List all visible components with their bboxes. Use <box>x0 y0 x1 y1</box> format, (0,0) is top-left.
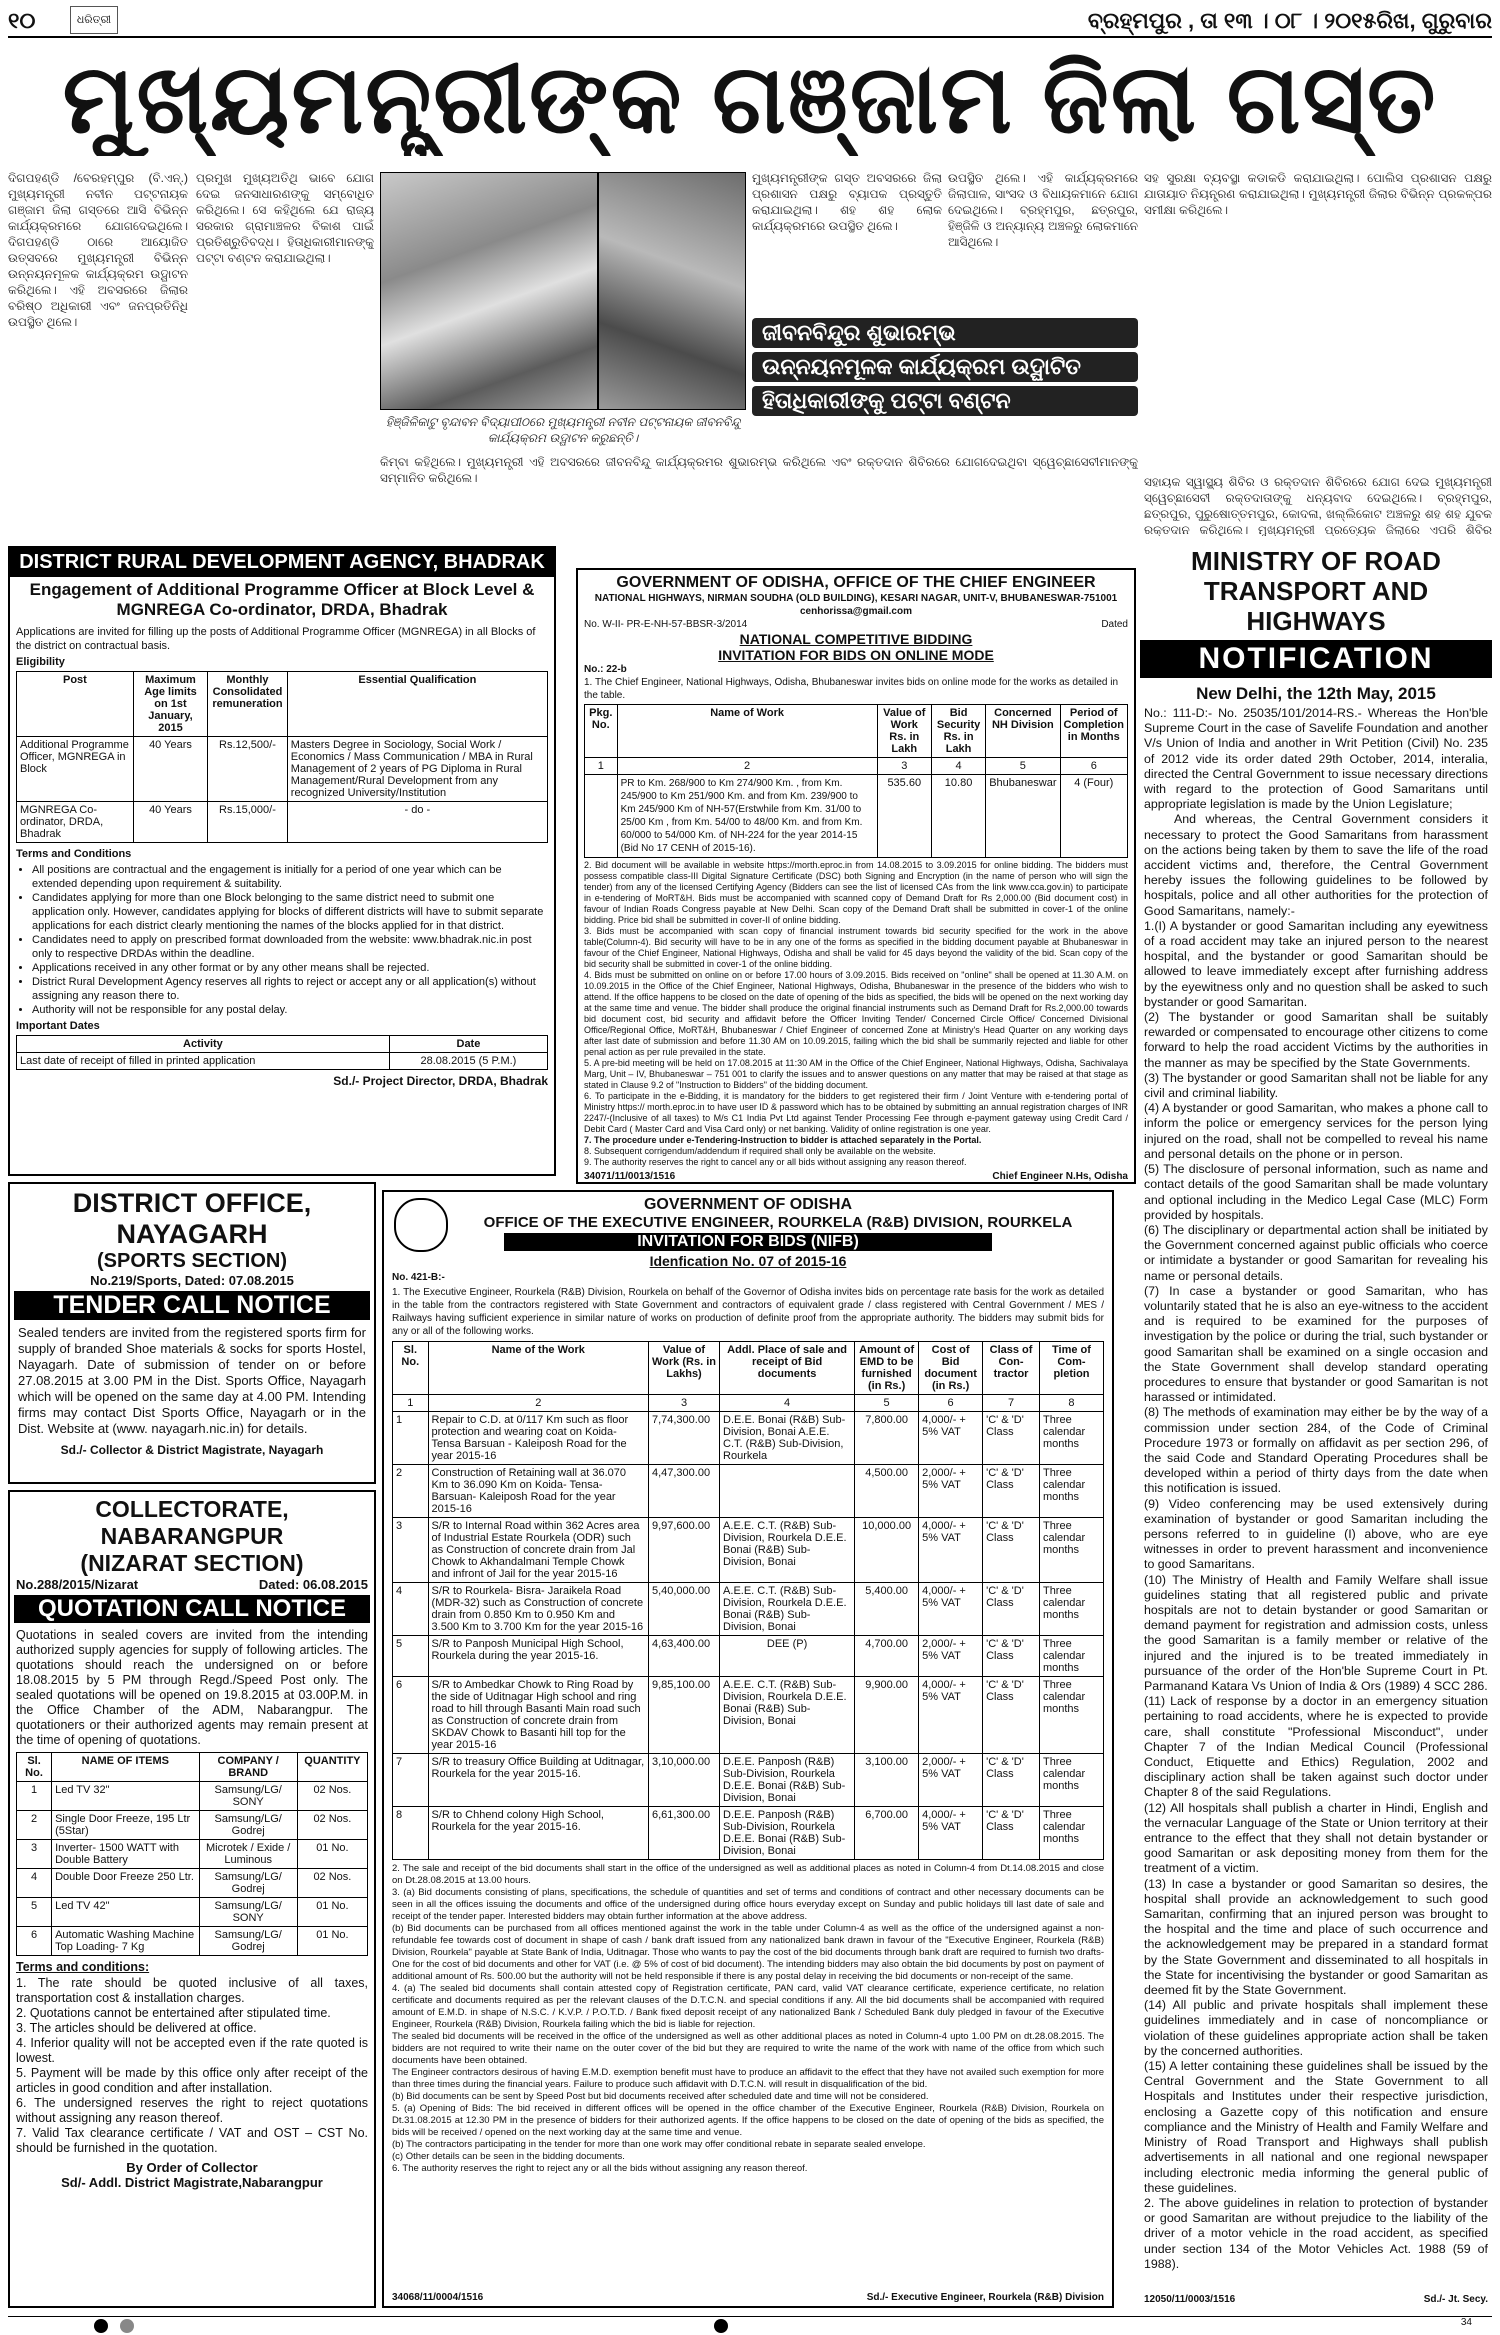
cell: 9,85,100.00 <box>648 1677 719 1754</box>
cell: 2 <box>393 1465 429 1518</box>
cell: D.E.E. Bonai (R&B) Sub-Division, Bonai A.E.E. C.T. (R&B) Sub-Division, Rourkela <box>720 1412 855 1465</box>
news-column-4: ଉପସ୍ଥିତ ଥିଲେ। ଏହି କାର୍ଯ୍ୟକ୍ରମରେ ଜିଲାପାଳ, ସାଂସଦ ଓ ବିଧାୟକମାନେ ଯୋଗ ଦେଇଥିଲେ। ବ୍ରହ୍ମପୁର, ଛତ୍ରପୁର, ହିଞ୍ଜିଳି ଓ ଅନ୍ୟାନ୍ୟ ଅଞ୍ଚଳରୁ ଲୋକମାନେ ଆସିଥିଲେ। <box>948 171 1138 249</box>
news-photo-2 <box>598 172 746 410</box>
cell: D.E.E. Panposh (R&B) Sub-Division, Rourkela D.E.E. Bonai (R&B) Sub-Division, Bonai <box>720 1754 855 1807</box>
cell: 01 No. <box>297 1927 367 1956</box>
paragraph: (14) All public and private hospitals shall implement these guidelines immediately and in case of noncompliance or violation of these guidelines appropriate action shall be taken by the concerned authorities. <box>1144 1998 1488 2058</box>
cell: 8 <box>1039 1395 1103 1412</box>
cell: Three calendar months <box>1039 1754 1103 1807</box>
paragraph: 3. Bids must be accompanied with scan copy of financial instrument towards bid security specified for the work in the above table(Column-4). Bid security will have to be in any one of the forms as specified in the bidding document payable at Bhubaneswar in favour of the Chief Engineer, National Highways, Odisha and shall be valid for 45 days beyond the validity of the bid. Scan copy of the bid security shall be submitted in cover-1 of the online bidding. <box>584 926 1128 969</box>
cell: 6,61,300.00 <box>648 1807 719 1860</box>
news-column-6: ସହାୟକ ସ୍ୱାସ୍ଥ୍ୟ ଶିବିର ଓ ରକ୍ତଦାନ ଶିବିରରେ ଯୋଗ ଦେଇ ମୁଖ୍ୟମନ୍ତ୍ରୀ ସ୍ୱେଚ୍ଛାସେବୀ ରକ୍ତଦାତାଙ୍କୁ ଧନ୍ୟବାଦ ଦେଇଥିଲେ। ବ୍ରହ୍ମପୁର, ଛତ୍ରପୁର, ପୁରୁଷୋତ୍ତମପୁର, କୋଦଳା, ଖଲ୍ଲିକୋଟ ଅଞ୍ଚଳରୁ ଶହ ଶହ ଯୁବକ ରକ୍ତଦାନ କରିଥିଲେ। ମୁଖ୍ୟମନ୍ତ୍ରୀ ପ୍ରତ୍ୟେକ ଜିଲାରେ ଏପରି ଶିବିର <box>1144 475 1492 536</box>
nayagarh-section: (SPORTS SECTION) <box>96 1250 287 1272</box>
cell: 4,000/- + 5% VAT <box>919 1807 983 1860</box>
cell: 5 <box>986 758 1060 775</box>
cell: 4,700.00 <box>855 1636 919 1677</box>
cell: 2,000/- + 5% VAT <box>919 1636 983 1677</box>
cell: Additional Programme Officer, MGNREGA in Block <box>17 737 134 802</box>
cell: 6,700.00 <box>855 1807 919 1860</box>
paragraph: (c) Other details can be seen in the bidding documents. <box>392 2151 625 2162</box>
table-row <box>17 1927 368 1956</box>
paragraph: 6. The authority reserves the right to reject any or all the bids without assigning any reason thereof. <box>392 2163 808 2174</box>
cell: Rs.15,000/- <box>208 802 288 843</box>
drda-dates-table <box>16 1035 548 1070</box>
cell: 4,500.00 <box>855 1465 919 1518</box>
list-item: • Authority will not be responsible for any postal delay. <box>32 1003 546 1017</box>
nabarangpur-sig2: Sd/- Addl. District Magistrate,Nabarangpur <box>61 2175 323 2190</box>
cell: 'C' & 'D' Class <box>983 1518 1040 1583</box>
cell: 28.08.2015 (5 P.M.) <box>389 1053 547 1070</box>
paragraph: (7) In case a bystander or good Samaritan, who has voluntarily stated that he is also an eye-witness to the accident and is required to be examined for the purposes of investigation by the police or during the trial, such bystander or good Samaritan shall be examined on a single occasion and the State Government shall develop standard operating procedures to ensure that bystander or good Samaritan is not harassed or intimidated. <box>1144 1283 1488 1405</box>
page-number: ୧୦ <box>8 8 36 33</box>
paragraph: 5. A pre-bid meeting will be held on 17.08.2015 at 11:30 AM in the Office of the Chief Engineer, National Highways, Odisha, Sachivalaya Marg, Unit – IV, Bhubaneswar – 751 001 to clarify the issues and to answer questions on any matter that may be raised at that stage as stated in Clause 9.2 of "Instruction to Bidders" of the bidding document. <box>584 1058 1128 1090</box>
table-row <box>585 775 1128 858</box>
paragraph: (9) Video conferencing may be used extensively during examination of bystander or good Samaritan including the persons referred to in guideline (I) above, who are eye witnesses in order to prevent harassment and inconvenience to good Samaritans. <box>1144 1496 1488 1572</box>
cell: 02 Nos. <box>297 1869 367 1898</box>
cell: 6 <box>393 1677 429 1754</box>
col-sl: Sl. No. <box>393 1342 429 1395</box>
cell: S/R to treasury Office Building at Uditnagar, Rourkela for the year 2015-16. <box>428 1754 648 1807</box>
nabarangpur-sig1: By Order of Collector <box>126 2160 258 2175</box>
footer-page-ref: 34 <box>1460 2317 1472 2328</box>
table-row <box>393 1754 1104 1807</box>
cell: 9,97,600.00 <box>648 1518 719 1583</box>
cell: Three calendar months <box>1039 1807 1103 1860</box>
col-work: Name of Work <box>617 705 877 758</box>
registration-mark-icon <box>708 2317 734 2335</box>
rk-code: 34068/11/0004/1516 <box>392 2292 484 2303</box>
col-class: Class of Con-tractor <box>983 1342 1040 1395</box>
paragraph: 2. The above guidelines in relation to protection of bystander or good Samaritan are without prejudice to the liability of the driver of a motor vehicle in the road accident, as specified under section 134 of the Motor Vehicles Act. 1988 (59 of 1988). <box>1144 2195 1488 2271</box>
paragraph: 8. Subsequent corrigendum/addendum if required shall only be available on the website. <box>584 1146 936 1156</box>
paragraph: 5. (a) Opening of Bids: The bid received in different offices will be opened in the office chamber of the Executive Engineer, Rourkela (R&B) Division, Rourkela on Dt.31.08.2015 at 12.30 PM in the presence of bidders for their authorized agents. If the office happens to be closed on the date of opening of the bids as specified, the bids will be received / opened on the next working day at the same time and venue. <box>392 2103 1104 2138</box>
rk-intro: 1. The Executive Engineer, Rourkela (R&B) Division, Rourkela on behalf of the Governor of Odisha invites bids on percentage rate basis for the work as detailed in the table from the contractors registered with State Government and contractors of equivalent grade / class registered with Central Government / MES / Railways having sufficient experience in similar nature of works on production of definite proof from the appropriate authority. The bidders may submit bids for any or all of the following works. <box>392 1287 1104 1337</box>
cell: Three calendar months <box>1039 1583 1103 1636</box>
table-row <box>393 1465 1104 1518</box>
cell: 3 <box>17 1840 52 1869</box>
paragraph: 3. (a) Bid documents consisting of plans, specifications, the schedule of quantities and set of terms and conditions of contract and other necessary documents can be seen in all the offices issuing the documents and office of the undersigned during office hours everyday except on Sunday and public holidays till last date of sale and receipt of the tender paper. Interested bidders may obtain further information at the above address. <box>392 1887 1104 1922</box>
cell: 535.60 <box>877 775 931 858</box>
nabarangpur-section: (NIZARAT SECTION) <box>80 1550 304 1576</box>
news-continued: କିମ୍ବା କହିଥିଲେ। ମୁଖ୍ୟମନ୍ତ୍ରୀ ଏହି ଅବସରରେ ଜୀବନବିନ୍ଦୁ କାର୍ଯ୍ୟକ୍ରମର ଶୁଭାରମ୍ଭ କରିଥିଲେ ଏବଂ ରକ୍ତଦାନ ଶିବିରରେ ଯୋଗଦେଇଥିବା ସ୍ୱେଚ୍ଛାସେବୀମାନଙ୍କୁ ସମ୍ମାନିତ କରିଥିଲେ। <box>380 455 1138 485</box>
paragraph: (4) A bystander or good Samaritan, who makes a phone call to inform the police or emergency services for the person lying injured on the road, shall not be compelled to reveal his name and personal details on the phone or in person. <box>1144 1101 1488 1161</box>
paragraph: 7. The procedure under e-Tendering-Instruction to bidder is attached separately in the Portal. <box>584 1135 982 1145</box>
col-value: Value of Work (Rs. in Lakhs) <box>648 1342 719 1395</box>
rk-gov: GOVERNMENT OF ODISHA <box>643 1196 852 1213</box>
list-item: • All positions are contractual and the engagement is initially for a period of one year which can be extended depending upon requirement & suitability. <box>32 863 546 891</box>
cell: 2,000/- + 5% VAT <box>919 1754 983 1807</box>
paragraph: 2. Bid document will be available in website https://morth.eproc.in from 14.08.2015 to 3.09.2015 for online bidding. The bidders must possess compatible class-III Digital Signature Certificate (DSC) both Signing and Encryption (in the name of person who will sign the tender) from any of the licensed Certifying Agency (Bidders can see the list of licensed CAs from the link www.cca.gov.in) to participate in e-tendering of MoRT&H. Bids must be accompanied with scanned copy of Demand Draft for Rs 2,000.00 (Bid document cost) in favour of Indian Roads Congress payable at New Delhi. Scan copy of the Demand Draft shall be submitted in cover-1 of the online bidding. Price bid shall be submitted in cover-II of online bidding. <box>584 860 1128 925</box>
table-row <box>393 1412 1104 1465</box>
cell: 2 <box>428 1395 648 1412</box>
rk-title: INVITATION FOR BIDS (NIFB) <box>504 1233 992 1251</box>
col-remuneration: Monthly Consolidated remuneration <box>208 672 288 737</box>
cell: A.E.E. C.T. (R&B) Sub-Division, Rourkela D.E.E. Bonai (R&B) Sub-Division, Bonai <box>720 1677 855 1754</box>
table-row <box>393 1518 1104 1583</box>
paragraph: 2. The sale and receipt of the bid documents shall start in the office of the undersigned as well as additional places as noted in Column-4 from Dt.14.08.2015 and close on Dt.28.08.2015 at 13.00 hours. <box>392 1863 1104 1886</box>
cell: 4,000/- + 5% VAT <box>919 1412 983 1465</box>
cell: 4,47,300.00 <box>648 1465 719 1518</box>
table-row <box>17 737 548 802</box>
nabarangpur-notice-title: QUOTATION CALL NOTICE <box>14 1595 370 1623</box>
drda-intro: Applications are invited for filling up the posts of Additional Programme Officer (MGNREGA) in all Blocks of the district on contractual basis. <box>16 626 536 652</box>
ce-notice-no: No.: 22-b <box>584 664 627 675</box>
nayagarh-notice <box>8 1182 376 1484</box>
paragraph: (6) The disciplinary or departmental action shall be initiated by the Government concerned against public officials who coerce or intimidate a bystander or good Samaritan for revealing his name or personal details. <box>1144 1222 1488 1283</box>
morth-title: MINISTRY OF ROAD TRANSPORT AND HIGHWAYS <box>1191 546 1441 636</box>
cell: A.E.E. C.T. (R&B) Sub-Division, Rourkela D.E.E. Bonai (R&B) Sub-Division, Bonai <box>720 1518 855 1583</box>
rourkela-nifb <box>382 1190 1114 2308</box>
cell: 'C' & 'D' Class <box>983 1636 1040 1677</box>
cell: 2 <box>617 758 877 775</box>
cell <box>720 1465 855 1518</box>
paragraph: And whereas, the Central Government considers it necessary to protect the Good Samaritans from harassment on the actions being taken by them to save the life of the road accident victims and, therefore, the Central Government hereby issues the following guidelines to be followed by hospitals, police and all other authorities for the protection of Good Samaritans, namely:- <box>1144 812 1488 918</box>
rk-paragraphs <box>384 1863 1112 2175</box>
cell: 6 <box>919 1395 983 1412</box>
cell: 4,000/- + 5% VAT <box>919 1583 983 1636</box>
cell: PR to Km. 268/900 to Km 274/900 Km. , from Km. 245/900 to Km 251/900 Km. and from Km. 239/900 to Km 245/900 Km of NH-57(Erstwhile from Km. 31/00 to 25/00 Km , from Km. 54/00 to 48/00 Km. and from Km. 60/000 to 54/000 Km. of NH-224 for the year 2014-15 (Bid No 17 CENH of 2015-16). <box>617 775 877 858</box>
paragraph: The sealed bid documents will be received in the office of the undersigned as well as other additional places as noted in Column-4 upto 1.00 PM on dt.28.08.2015. The bidders are not required to write their name on the outer cover of the bid but they are required to write the name of the work with name of the office from which such documents have been obtained. <box>392 2031 1104 2066</box>
drda-subtitle: Engagement of Additional Programme Officer at Block Level & MGNREGA Co-ordinator, DRDA, Bhadrak <box>29 580 535 619</box>
cell: Three calendar months <box>1039 1518 1103 1583</box>
cell: Double Door Freeze 250 Ltr. <box>52 1869 199 1898</box>
rk-table <box>392 1341 1104 1860</box>
cell: Samsung/LG/ SONY <box>199 1782 297 1811</box>
cell: S/R to Internal Road within 362 Acres area of Industrial Estate Rourkela (ODR) such as Construction of concrete drain from Jal Chowk to Akhandalmani Temple Chowk and infront of Jail for the year 2015-16 <box>428 1518 648 1583</box>
cell: 4 <box>931 758 985 775</box>
ce-table <box>584 704 1128 858</box>
morth-body <box>1140 706 1492 2272</box>
cell: 5 <box>855 1395 919 1412</box>
rk-signature: Sd./- Executive Engineer, Rourkela (R&B) Division <box>866 2292 1104 2303</box>
nabarangpur-terms-title: Terms and conditions: <box>16 1960 150 1974</box>
col-time: Time of Com-pletion <box>1039 1342 1103 1395</box>
ce-subtitle: INVITATION FOR BIDS ON ONLINE MODE <box>718 647 994 663</box>
cell: 10.80 <box>931 775 985 858</box>
cell: 'C' & 'D' Class <box>983 1583 1040 1636</box>
cell: 40 Years <box>133 737 207 802</box>
col-age: Maximum Age limits on 1st January, 2015 <box>133 672 207 737</box>
cell: DEE (P) <box>720 1636 855 1677</box>
cell: Led TV 42" <box>52 1898 199 1927</box>
paragraph: (10) The Ministry of Health and Family Welfare shall issue guidelines stating that all registered public and private hospitals are not to detain bystander or good Samaritan or demand payment for registration and admission costs, unless the good Samaritan is a family member or relative of the injured and the injured is to be treated immediately in pursuance of the order of the Hon'ble Supreme Court in Pt. Parmanand Katara Vs Union of India & Ors (1989) 4 SCC 286. <box>1144 1572 1488 1693</box>
col-date: Date <box>389 1036 547 1053</box>
table-row <box>393 1583 1104 1636</box>
drda-eligibility: Eligibility <box>16 656 65 668</box>
nayagarh-signature: Sd./- Collector & District Magistrate, Nayagarh <box>60 1443 324 1457</box>
morth-notice-title: NOTIFICATION <box>1140 640 1492 678</box>
table-row <box>17 802 548 843</box>
col-activity: Activity <box>17 1036 390 1053</box>
cell: 'C' & 'D' Class <box>983 1465 1040 1518</box>
page-footer <box>8 2316 1492 2330</box>
cell: 3 <box>648 1395 719 1412</box>
nayagarh-ref: No.219/Sports, Dated: 07.08.2015 <box>90 1273 294 1288</box>
ce-email: cenhorissa@gmail.com <box>799 606 912 617</box>
cell <box>585 775 618 858</box>
col-pkg: Pkg. No. <box>585 705 618 758</box>
cell: Microtek / Exide / Luminous <box>199 1840 297 1869</box>
ce-code: 34071/11/0013/1516 <box>584 1171 676 1182</box>
list-item: 7. Valid Tax clearance certificate / VAT and OST – CST No. should be furnished in the quotation. <box>16 2126 368 2155</box>
cell: Last date of receipt of filled in printed application <box>17 1053 390 1070</box>
col-sl: Sl. No. <box>17 1753 52 1782</box>
cell: 'C' & 'D' Class <box>983 1807 1040 1860</box>
paragraph: (b) Bid documents can be sent by Speed Post but bid documents received after scheduled date and time will not be considered. <box>392 2091 929 2102</box>
cell: 10,000.00 <box>855 1518 919 1583</box>
cell: 01 No. <box>297 1840 367 1869</box>
cell: 6 <box>17 1927 52 1956</box>
cell: 1 <box>393 1412 429 1465</box>
col-item: NAME OF ITEMS <box>52 1753 199 1782</box>
list-item: • Candidates need to apply on prescribed format downloaded from the website: www.bhadrak.nic.in post only to respective DRDAs within the deadline. <box>32 933 546 961</box>
paragraph: (15) A letter containing these guidelines shall be issued by the Central Government and the State Government to all Hospitals and Institutes under their respective jurisdiction, enclosing a Gazette copy of this notification and ensure compliance and the Ministry of Health and Family Welfare and Ministry of Road Transport and Highways shall publish advertisements in all national and one regional newspaper including electronic media informing the general public of these guidelines. <box>1144 2059 1488 2195</box>
col-work: Name of the Work <box>428 1342 648 1395</box>
cell: Three calendar months <box>1039 1636 1103 1677</box>
news-column-3: ମୁଖ୍ୟମନ୍ତ୍ରୀଙ୍କ ଗସ୍ତ ଅବସରରେ ଜିଲା ପ୍ରଶାସନ ପକ୍ଷରୁ ବ୍ୟାପକ ପ୍ରସ୍ତୁତି କରାଯାଇଥିଲା। ଶହ ଶହ ଲୋକ କାର୍ଯ୍ୟକ୍ରମରେ ଉପସ୍ଥିତ ଥିଲେ। <box>752 171 942 233</box>
table-row <box>17 1782 368 1811</box>
highlight-2: ଉନ୍ନୟନମୂଳକ କାର୍ଯ୍ୟକ୍ରମ ଉଦ୍ଘାଟିତ <box>752 352 1138 382</box>
cell: 1 <box>393 1395 429 1412</box>
drda-title: DISTRICT RURAL DEVELOPMENT AGENCY, BHADRAK <box>10 548 554 577</box>
rk-idno: Idenfication No. 07 of 2015-16 <box>649 1253 847 1269</box>
paragraph: (12) All hospitals shall publish a charter in Hindi, English and the vernacular Language of the State or Union territory at their entrance to the effect that they shall not detain bystander or good Samaritan or ask depositing money from them for the treatment of a victim. <box>1144 1800 1488 1876</box>
news-column-1: ଦିଗପହଣ୍ଡି /ବେରହମ୍ପୁର (ବି.ଏନ୍.) ମୁଖ୍ୟମନ୍ତ୍ରୀ ନବୀନ ପଟ୍ଟନାୟକ ଗଞ୍ଜାମ ଜିଲା ଗସ୍ତରେ ଆସି ବିଭିନ୍ନ କାର୍ଯ୍ୟକ୍ରମରେ ଯୋଗଦେଇଥିଲେ। ଦିଗପହଣ୍ଡି ଠାରେ ଆୟୋଜିତ ଉତ୍ସବରେ ମୁଖ୍ୟମନ୍ତ୍ରୀ ବିଭିନ୍ନ ଉନ୍ନୟନମୂଳକ କାର୍ଯ୍ୟକ୍ରମ ଉଦ୍ଘାଟନ କରିଥିଲେ। ଏହି ଅବସରରେ ଜିଲାର ବରିଷ୍ଠ ଅଧିକାରୀ ଏବଂ ଜନପ୍ରତିନିଧି ଉପସ୍ଥିତ ଥିଲେ। <box>8 171 188 329</box>
cell: 7 <box>983 1395 1040 1412</box>
nabarangpur-date: Dated: 06.08.2015 <box>258 1577 368 1592</box>
morth-signature: Sd./- Jt. Secy. <box>1423 2294 1488 2305</box>
cell: Single Door Freeze, 195 Ltr (5Star) <box>52 1811 199 1840</box>
ce-ref: No. W-II- PR-E-NH-57-BBSR-3/2014 <box>584 619 748 630</box>
paragraph: 9. The authority reserves the right to cancel any or all bids without assigning any reason thereof. <box>584 1157 967 1167</box>
col-division: Concerned NH Division <box>986 705 1060 758</box>
paragraph: (3) The bystander or good Samaritan shall not be liable for any civil and criminal liability. <box>1144 1070 1488 1101</box>
drda-table <box>16 671 548 843</box>
table-row <box>393 1636 1104 1677</box>
odisha-emblem-icon <box>394 1198 448 1252</box>
cell: S/R to Panposh Municipal High School, Rourkela during the year 2015-16. <box>428 1636 648 1677</box>
highlight-1: ଜୀବନବିନ୍ଦୁର ଶୁଭାରମ୍ଭ <box>752 318 1138 348</box>
col-emd: Amount of EMD to be furnished (in Rs.) <box>855 1342 919 1395</box>
cell: Rs.12,500/- <box>208 737 288 802</box>
cell: 4 <box>720 1395 855 1412</box>
cell: 1 <box>17 1782 52 1811</box>
list-item: 4. Inferior quality will not be accepted even if the rate quoted is lowest. <box>16 2036 368 2065</box>
list-item: • Applications received in any other format or by any other means shall be rejected. <box>32 961 546 975</box>
cell: S/R to Rourkela- Bisra- Jaraikela Road (MDR-32) such as Construction of concrete drain from 0.850 Km to 0.950 Km and 3.500 Km to 3.700 Km for the year 2015-16 <box>428 1583 648 1636</box>
list-item: 2. Quotations cannot be entertained after stipulated time. <box>16 2006 331 2020</box>
nabarangpur-terms <box>10 1976 374 2156</box>
cell: 4 <box>17 1869 52 1898</box>
news-column-2: ପ୍ରମୁଖ ମୁଖ୍ୟଅତିଥି ଭାବେ ଯୋଗ ଦେଇ ଜନସାଧାରଣଙ୍କୁ ସମ୍ବୋଧିତ କରିଥିଲେ। ସେ କହିଥିଲେ ଯେ ରାଜ୍ୟ ସରକାର ଗ୍ରାମାଞ୍ଚଳର ବିକାଶ ପାଇଁ ପ୍ରତିଶ୍ରୁତିବଦ୍ଧ। ହିତାଧିକାରୀମାନଙ୍କୁ ପଟ୍ଟା ବଣ୍ଟନ କରାଯାଇଥିଲା। <box>196 171 374 265</box>
cell: 'C' & 'D' Class <box>983 1412 1040 1465</box>
page-header <box>8 4 1492 38</box>
table-row <box>17 1869 368 1898</box>
table-row <box>393 1677 1104 1754</box>
nabarangpur-notice <box>8 1490 376 2308</box>
drda-dates-title: Important Dates <box>16 1020 100 1032</box>
drda-terms-title: Terms and Conditions <box>16 848 132 860</box>
cell: 3 <box>877 758 931 775</box>
cell: Samsung/LG/ Godrej <box>199 1927 297 1956</box>
cell: 02 Nos. <box>297 1782 367 1811</box>
newspaper-logo: ଧରିତ୍ରୀ <box>70 6 118 34</box>
nabarangpur-table <box>16 1752 368 1956</box>
ce-paragraphs <box>578 860 1134 1168</box>
cell: Led TV 32" <box>52 1782 199 1811</box>
paragraph: 4. Bids must be submitted on online on or before 17.00 hours of 3.09.2015. Bids received on "online" shall be opened at 11.30 A.M. on 10.09.2015 in the Office of the Chief Engineer, National Highways, Odisha, Bhubaneswar in the presence of the bidders who wish to attend. If the office happens to be closed on the date of opening of the bids as specified, the bids will be opened on the next working day at the same time and venue. The bidder shall produce the original financial instruments such as Demand Draft for Rs.2,000.00 towards bid document cost, bid security and affidavit before the Officer Inviting Tender/ Concerned Circle Office/ Concerned Divisional Office/Regional Office, MoRT&H, Bhubaneswar / Chief Engineer of concerned Zone at Ministry's Head Quarter on any working days after last date of submission and before 11.30 AM on 10.09.2015, failing which the bid shall be summarily rejected and liable for other penal action as per rule prevailed in the state. <box>584 970 1128 1057</box>
ce-dated: Dated <box>1101 619 1128 630</box>
cell: 5 <box>17 1898 52 1927</box>
drda-signature: Sd./- Project Director, DRDA, Bhadrak <box>333 1074 548 1088</box>
cell: Three calendar months <box>1039 1465 1103 1518</box>
rk-ref: No. 421-B:- <box>392 1272 445 1283</box>
cell: 5,40,000.00 <box>648 1583 719 1636</box>
cell: MGNREGA Co-ordinator, DRDA, Bhadrak <box>17 802 134 843</box>
cell: Samsung/LG/ Godrej <box>199 1869 297 1898</box>
col-qty: QUANTITY <box>297 1753 367 1782</box>
morth-date: New Delhi, the 12th May, 2015 <box>1196 684 1436 703</box>
cell: Masters Degree in Sociology, Social Work / Economics / Mass Communication / MBA in Rural Management of 2 years of PG Diploma in Rural Management/Rural Development from any recognized University/Institution <box>287 737 547 802</box>
cell: 'C' & 'D' Class <box>983 1754 1040 1807</box>
nayagarh-body: Sealed tenders are invited from the registered sports firm for supply of branded Shoe materials & socks for sports Hostel, Nayagarh. Date of submission of tender on or before 27.08.2015 at 3.00 PM in the Dist. Sports Office, Nayagarh which will be opened on the same day at 4.00 PM. Intending firms may contact Dist Sports Office, Nayagarh or in the Dist. Website at (www. nayagarh.nic.in) for details. <box>18 1325 366 1436</box>
cell: 4,000/- + 5% VAT <box>919 1677 983 1754</box>
cell: Samsung/LG/ SONY <box>199 1898 297 1927</box>
cell: Three calendar months <box>1039 1412 1103 1465</box>
news-photo <box>380 172 598 410</box>
nabarangpur-ref: No.288/2015/Nizarat <box>16 1577 139 1592</box>
col-value: Value of Work Rs. in Lakh <box>877 705 931 758</box>
cell: 2 <box>17 1811 52 1840</box>
cell: 3,10,000.00 <box>648 1754 719 1807</box>
cell: 5 <box>393 1636 429 1677</box>
list-item: • Candidates applying for more than one Block belonging to the same district need to submit one application only. However, candidates applying for blocks of different districts will have to submit separate applications for each district clearly mentioning the names of the blocks applied for in that district. <box>32 891 546 933</box>
paragraph: (2) The bystander or good Samaritan shall be suitably rewarded or compensated to encourage other citizens to come forward to help the road accident Victims by the authorities in the manner as may be specified by the State Governments. <box>1144 1010 1488 1070</box>
cell: S/R to Chhend colony High School, Rourkela for the year 2015-16. <box>428 1807 648 1860</box>
col-period: Period of Completion in Months <box>1060 705 1128 758</box>
cell: 3 <box>393 1518 429 1583</box>
drda-terms <box>10 863 554 1017</box>
registration-mark-icon <box>88 2317 140 2335</box>
col-place: Addl. Place of sale and receipt of Bid documents <box>720 1342 855 1395</box>
paragraph: (11) Lack of response by a doctor in an emergency situation pertaining to road accidents, where he is expected to provide care, shall constitute "Professional Misconduct", under Chapter 7 of the Indian Medical Council (Professional Conduct, Etiquette and Ethics) Regulation, 2002 and disciplinary action shall be taken against such doctor under Chapter 8 of the said Regulations. <box>1144 1694 1488 1800</box>
cell: S/R to Ambedkar Chowk to Ring Road by the side of Uditnagar High school and ring road to hill through Basanti Main road such as Construction of concrete drain from SKDAV Chowk to Basanti hill top for the year 2015-16 <box>428 1677 648 1754</box>
chief-engineer-notice <box>576 568 1136 1184</box>
cell: 4 (Four) <box>1060 775 1128 858</box>
paragraph: (5) The disclosure of personal information, such as name and contact details of the good Samaritan shall be made voluntary and optional including in the Medico Legal Case (MLC) Form provided by hospitals. <box>1144 1162 1488 1222</box>
paragraph: 6. To participate in the e-Bidding, it is mandatory for the bidders to get registered their firm / Joint Venture with e-tendering portal of Ministry https:// morth.eproc.in to have user ID & password which has to be obtained by submitting an annual registration charges of INR 2247/-(Inclusive of all taxes) to M/s C1 India Pvt Ltd against Tender Processing Fee through e-payment gateway using Credit Card / Debit Card ( Master Card and Visa Card only) or net banking. Validity of online registration is one year. <box>584 1091 1128 1134</box>
cell: D.E.E. Panposh (R&B) Sub-Division, Rourkela D.E.E. Bonai (R&B) Sub-Division, Bonai <box>720 1807 855 1860</box>
main-headline: ମୁଖ୍ୟମନ୍ତ୍ରୀଙ୍କ ଗଞ୍ଜାମ ଜିଲା ଗସ୍ତ <box>62 46 1438 153</box>
table-row <box>393 1807 1104 1860</box>
nayagarh-title: DISTRICT OFFICE, NAYAGARH <box>72 1188 312 1249</box>
date-line: ବ୍ରହ୍ମପୁର , ତା ୧୩ । ୦୮ । ୨୦୧୫ରିଖ, ଗୁରୁବାର <box>1087 8 1492 33</box>
paragraph: The Engineer contractors desirous of having E.M.D. exemption benefit must have to produce an affidavit to the effect that they have not availed such exemption for more than three times during the financial years. Failure to produce such affidavit with D.T.C.N. will result in disqualification of the bid. <box>392 2067 1104 2090</box>
cell: 02 Nos. <box>297 1811 367 1840</box>
cell: 7,74,300.00 <box>648 1412 719 1465</box>
paragraph: (b) Bid documents can be purchased from all offices mentioned against the work in the table under Column-4 as well as the office of the undersigned against a non-refundable fee towards cost of document in shape of cash / bank draft issued from any nationalized bank drawn in favour of the "Executive Engineer, Rourkela (R&B) Division, Rourkela" payable at State Bank of India, Uditnagar. Those who wants to pay the cost of the bid documents through bank draft are required to furnish two drafts- One for the cost of bid documents and other for VAT (i.e. @ 5% of cost of bid document). The intending bidders may also obtain the bid documents by post on payment of additional amount of Rs. 500.00 but the authority will not be held responsible if there is any postal delay in receiving the bid documents or non-receipt of the same. <box>392 1923 1104 1982</box>
col-security: Bid Security Rs. in Lakh <box>931 705 985 758</box>
table-row <box>17 1811 368 1840</box>
paragraph: (13) In case a bystander or good Samaritan so desires, the hospital shall provide an acknowledgement to such good Samaritan, confirming that an injured person was brought to the hospital and the time and place of such occurrence and the acknowledgement may be prepared in a standard format by the State Government and disseminated to all hospitals in the State for incentivising the bystander or good Samaritan as deemed fit by the State Government. <box>1144 1876 1488 1998</box>
paragraph: 1.(I) A bystander or good Samaritan including any eyewitness of a road accident may take an injured person to the nearest hospital, and the bystander or good Samaritan should be allowed to leave immediately except after furnishing address by the eyewitness only and no question shall be asked to such bystander or good Samaritan. <box>1144 918 1488 1009</box>
cell: Repair to C.D. at 0/117 Km such as floor protection and wearing coat on Koida- Tensa Barsuan - Kaleiposh Road for the year 2015-16 <box>428 1412 648 1465</box>
cell: - do - <box>287 802 547 843</box>
cell: Samsung/LG/ Godrej <box>199 1811 297 1840</box>
news-column-5: ସହ ସୁରକ୍ଷା ବ୍ୟବସ୍ଥା କଡାକଡି କରାଯାଇଥିଲା। ପୋଲିସ ପ୍ରଶାସନ ପକ୍ଷରୁ ଯାତାୟାତ ନିୟନ୍ତ୍ରଣ କରାଯାଇଥିଲା। ମୁଖ୍ୟମନ୍ତ୍ରୀ ଜିଲାର ବିଭିନ୍ନ ପ୍ରକଳ୍ପର ସମୀକ୍ଷା କରିଥିଲେ। <box>1144 171 1492 217</box>
cell: 'C' & 'D' Class <box>983 1677 1040 1754</box>
list-item: 3. The articles should be delivered at office. <box>16 2021 257 2035</box>
cell: Three calendar months <box>1039 1677 1103 1754</box>
photo-caption: ହିଞ୍ଜିଳିକାଟୁ ବୃନ୍ଦାବନ ବିଦ୍ୟାପୀଠରେ ମୁଖ୍ୟମନ୍ତ୍ରୀ ନବୀନ ପଟ୍ଟନାୟକ ଜୀବନବିନ୍ଦୁ କାର୍ଯ୍ୟକ୍ରମ ଉଦ୍ଘାଟନ କରୁଛନ୍ତି। <box>385 415 741 445</box>
cell: 9,900.00 <box>855 1677 919 1754</box>
paragraph: (8) The methods of examination may either be by the way of a commission under section 284, of the Code of Criminal Procedure 1973 or formally on affidavit as per section 296, of the said Code and Standard Operating Procedures shall be developed within a period of thirty days from the date when this notification is issued. <box>1144 1405 1488 1496</box>
nayagarh-notice-title: TENDER CALL NOTICE <box>14 1291 370 1320</box>
paragraph: No.: 111-D:- No. 25035/101/2014-RS.- Whereas the Hon'ble Supreme Court in the case of Savelife Foundation and another V/s Union of India and another in Writ Petition (Civil) No. 235 of 2012 vide its order dated 29th October, 2014, interalia, directed the Central Government to issue necessary directions with regard to the protection of Good Samaritans until appropriate legislation is made by the Union Legislature; <box>1144 706 1488 812</box>
cell: 4,63,400.00 <box>648 1636 719 1677</box>
ce-title: GOVERNMENT OF ODISHA, OFFICE OF THE CHIEF ENGINEER <box>616 574 1096 591</box>
cell: 5,400.00 <box>855 1583 919 1636</box>
cell: Automatic Washing Machine Top Loading- 7 Kg <box>52 1927 199 1956</box>
col-post: Post <box>17 672 134 737</box>
cell: 40 Years <box>133 802 207 843</box>
cell: 8 <box>393 1807 429 1860</box>
list-item: 5. Payment will be made by this office only after receipt of the articles in good condition and after installation. <box>16 2066 368 2095</box>
cell: 01 No. <box>297 1898 367 1927</box>
paragraph: (b) The contractors participating in the tender for more than one work may offer conditional rebate in separate sealed envelope. <box>392 2139 926 2150</box>
ce-signature: Chief Engineer N.Hs, Odisha <box>992 1171 1128 1182</box>
list-item: • District Rural Development Agency reserves all rights to reject or accept any or all application(s) without assigning any reason there to. <box>32 975 546 1003</box>
cell: Bhubaneswar <box>986 775 1060 858</box>
morth-code: 12050/11/0003/1516 <box>1144 2294 1236 2305</box>
cell: 4,000/- + 5% VAT <box>919 1518 983 1583</box>
col-brand: COMPANY / BRAND <box>199 1753 297 1782</box>
cell: Inverter- 1500 WATT with Double Battery <box>52 1840 199 1869</box>
cell: 7 <box>393 1754 429 1807</box>
cell: 4 <box>393 1583 429 1636</box>
cell: Construction of Retaining wall at 36.070 Km to 36.090 Km on Koida- Tensa- Barsuan- Kaleiposh Road for the year 2015-16 <box>428 1465 648 1518</box>
table-row <box>17 1898 368 1927</box>
cell: 2,000/- + 5% VAT <box>919 1465 983 1518</box>
cell: A.E.E. C.T. (R&B) Sub-Division, Rourkela D.E.E. Bonai (R&B) Sub-Division, Bonai <box>720 1583 855 1636</box>
cell: 6 <box>1060 758 1128 775</box>
cell: 7,800.00 <box>855 1412 919 1465</box>
list-item: 1. The rate should be quoted inclusive of all taxes, transportation cost & installation charges. <box>16 1976 368 2005</box>
list-item: 6. The undersigned reserves the right to reject quotations without assigning any reason thereof. <box>16 2096 368 2125</box>
cell: 3,100.00 <box>855 1754 919 1807</box>
nabarangpur-body: Quotations in sealed covers are invited from the intending authorized supply agencies for supply of following articles. The quotations should reach the undersigned on or before 18.08.2015 by 5 PM through Regd./Speed Post only. The sealed quotations will be opened on 19.8.2015 at 03.00P.M. in the Office Chamber of the ADM, Nabarangpur. The quotationers or their authorized agents may remain present at the time of opening of quotations. <box>16 1628 368 1747</box>
rk-office: OFFICE OF THE EXECUTIVE ENGINEER, ROURKELA (R&B) DIVISION, ROURKELA <box>483 1214 1073 1231</box>
ce-section: NATIONAL COMPETITIVE BIDDING <box>739 631 973 647</box>
drda-advertisement <box>8 546 556 1176</box>
ce-intro: 1. The Chief Engineer, National Highways, Odisha, Bhubaneswar invites bids on online mode for the works as detailed in the table. <box>584 677 1119 701</box>
highlight-3: ହିତାଧିକାରୀଙ୍କୁ ପଟ୍ଟା ବଣ୍ଟନ <box>752 386 1138 416</box>
morth-notification <box>1140 542 1492 2308</box>
ce-address: NATIONAL HIGHWAYS, NIRMAN SOUDHA (OLD BUILDING), KESARI NAGAR, UNIT-V, BHUBANESWAR-751001 <box>594 593 1118 604</box>
paragraph: 4. (a) The sealed bid documents shall contain attested copy of Registration certificate, PAN card, valid VAT clearance certificate, experience certificate, no relation certificate and documents required as per the relevant clauses of the D.T.C.N. and special conditions if any. All the bid documents shall be accompanied with required amount of E.M.D. in shape of N.S.C. / K.V.P. / P.O.T.D. / Bank fixed deposit receipt of any nationalized Bank / Scheduled Bank duly pledged in favour of the Executive Engineer, Rourkela (R&B) Division, Rourkela failing which the bid is liable for rejection. <box>392 1983 1104 2030</box>
cell: 1 <box>585 758 618 775</box>
nabarangpur-title: COLLECTORATE, NABARANGPUR <box>95 1496 289 1549</box>
table-row <box>17 1840 368 1869</box>
news-highlights <box>752 318 1138 436</box>
col-cost: Cost of Bid document (in Rs.) <box>919 1342 983 1395</box>
col-qualification: Essential Qualification <box>287 672 547 737</box>
